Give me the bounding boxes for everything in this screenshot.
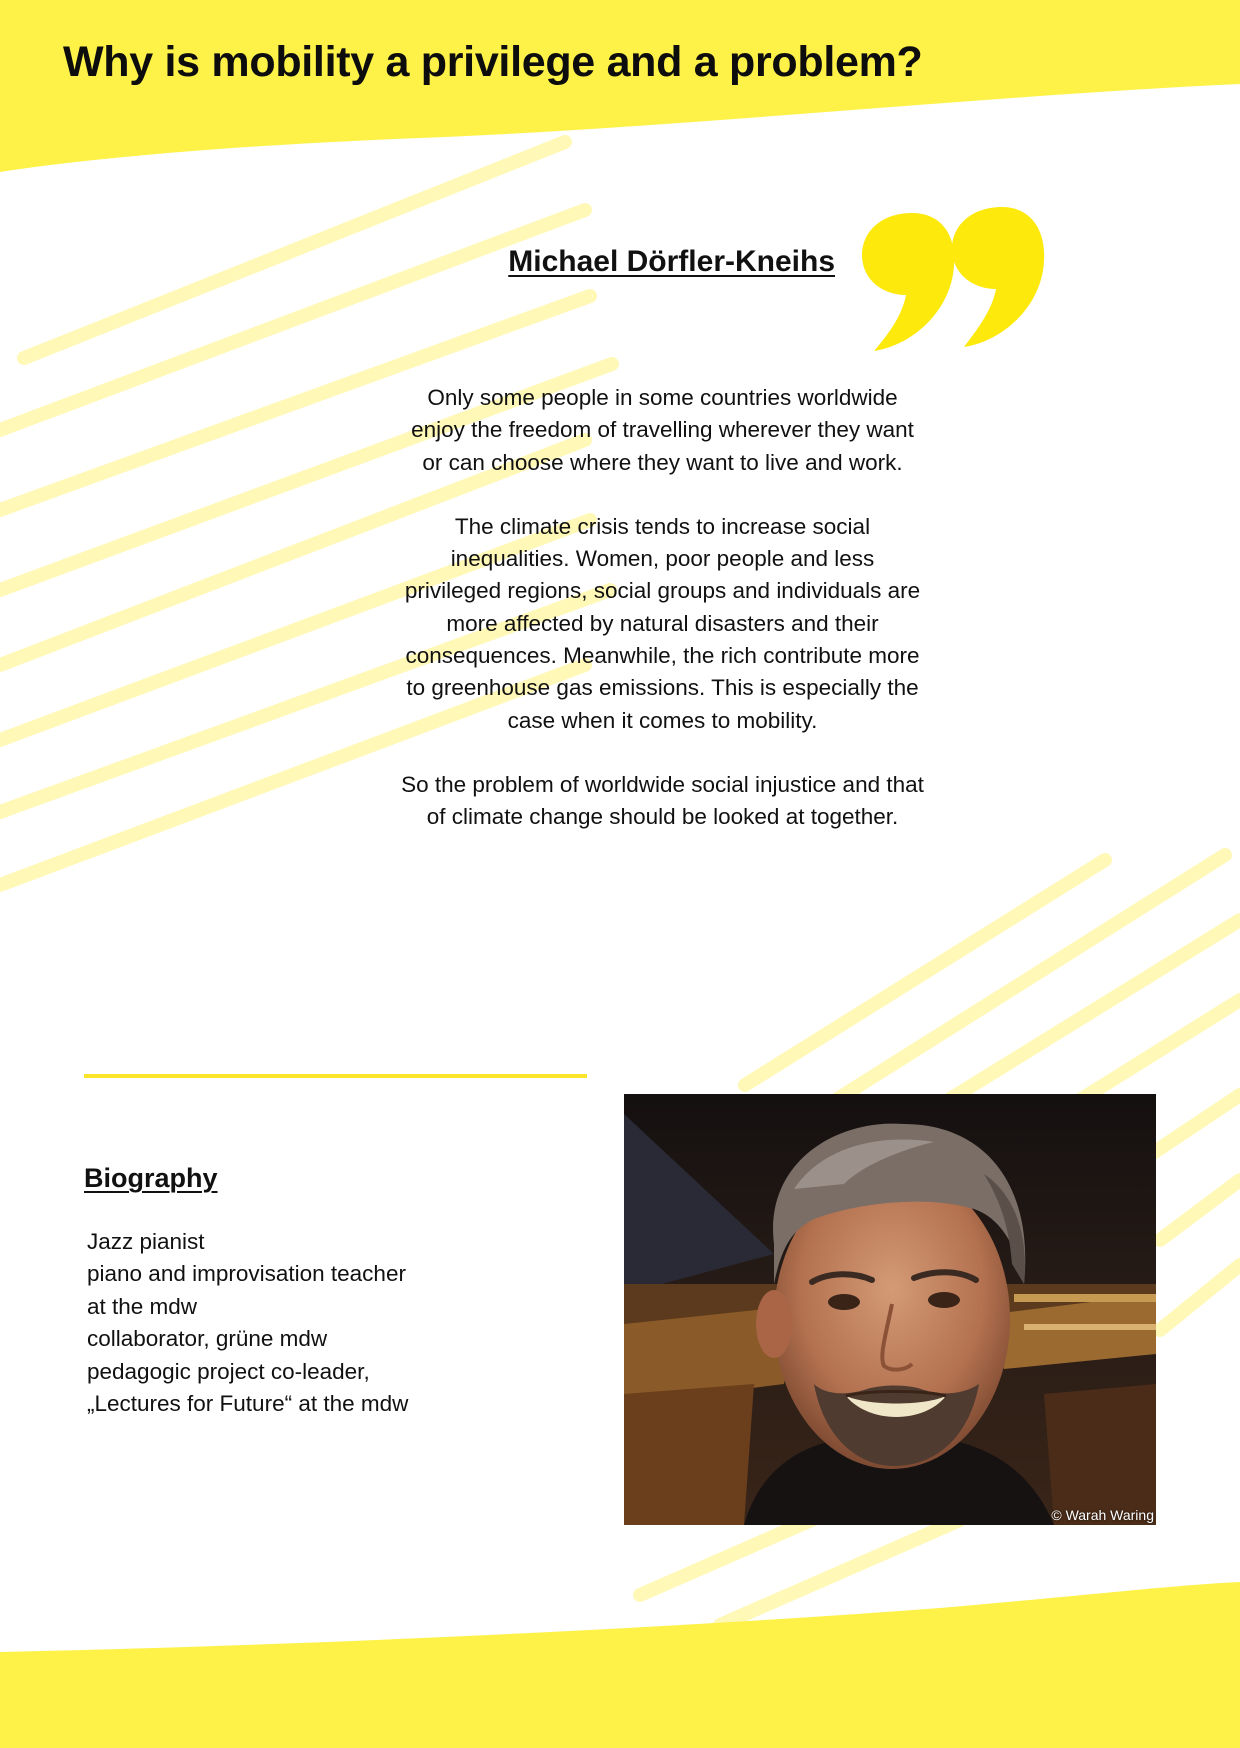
biography-line: piano and improvisation teacher: [87, 1261, 406, 1287]
section-divider: [84, 1074, 587, 1078]
biography-line: at the mdw: [87, 1293, 198, 1319]
biography-line: Jazz pianist: [87, 1229, 205, 1254]
quote-paragraph: So the problem of worldwide social injustice and that of climate change should be looked at together.: [401, 771, 924, 830]
portrait-image: [624, 1094, 1156, 1525]
quote-paragraph: The climate crisis tends to increase social inequalities. Women, poor people and less privileged regions, social groups and individuals are more affected by natural disasters and their consequences. Meanwhile, the rich contribute more to greenhouse gas emissions. This is especially the case when it comes to mobility.: [404, 513, 921, 733]
portrait-photo: [624, 1094, 1156, 1525]
quote-paragraph: Only some people in some countries worldwide enjoy the freedom of travelling wherever they want or can choose where they want to live and work.: [411, 385, 914, 475]
quotation-mark-icon: [860, 205, 1045, 355]
biography-line: pedagogic project co-leader,: [87, 1358, 370, 1384]
quote-text: [400, 382, 925, 866]
page-title: Why is mobility a privilege and a problem?: [63, 38, 923, 86]
biography-heading: Biography: [84, 1163, 218, 1193]
biography-line: „Lectures for Future“ at the mdw: [87, 1391, 409, 1417]
author-name: Michael Dörfler-Kneihs: [508, 245, 835, 278]
photo-credit: © Warah Waring: [1051, 1507, 1154, 1523]
biography-list: [87, 1226, 408, 1420]
biography-line: collaborator, grüne mdw: [87, 1326, 328, 1352]
